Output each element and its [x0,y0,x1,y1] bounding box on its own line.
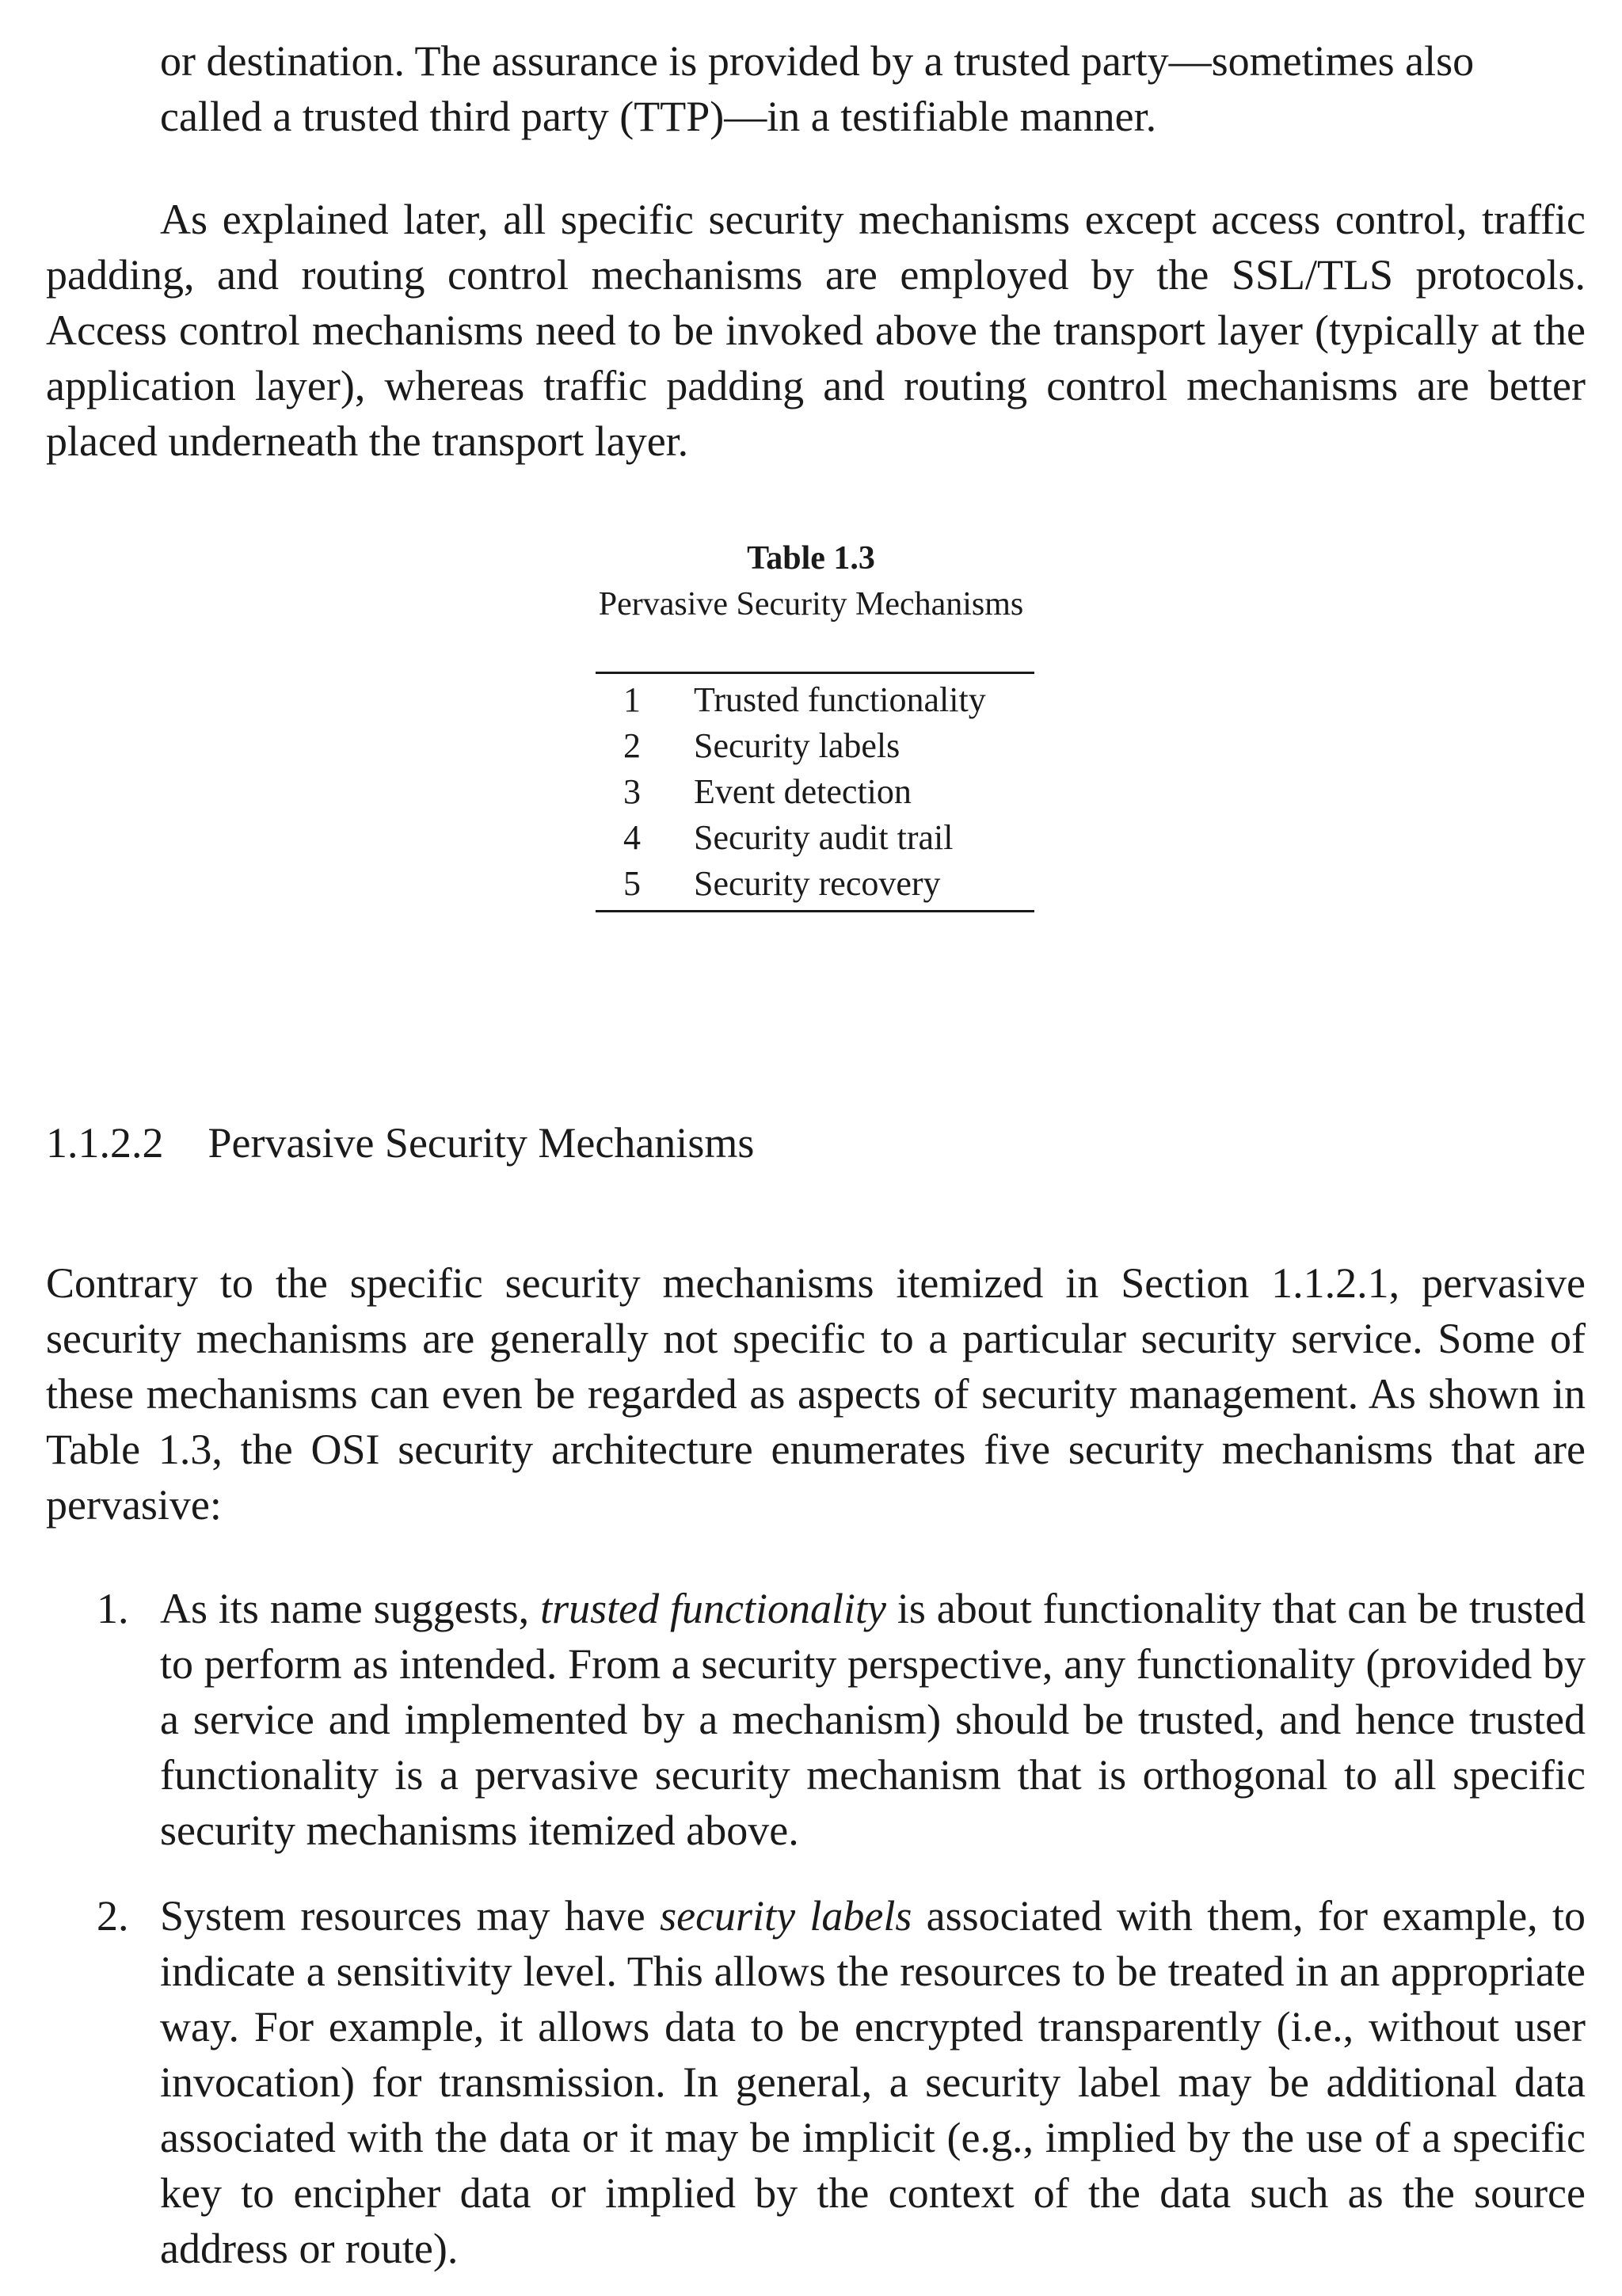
list-item-text [160,1581,1586,1858]
table-row-label: Security labels [694,726,900,765]
list-item-text-lead: System resources may have [160,1892,661,1940]
list-item-emphasis: security labels [660,1892,912,1940]
table-row [596,815,1034,861]
paragraph-contrary: Contrary to the specific security mechanisms itemized in Section 1.1.2.1, pervasive security mechanisms are generally not specific to a particular security service. Some of these mechanisms can even be regarded as aspects of security management. As shown in Table 1.3, the OSI security architecture enumerates five security mechanisms that are pervasive: [46,1259,1586,1529]
table-row-number: 5 [623,864,641,903]
table-label: Table 1.3 [747,540,875,577]
table-row-number: 4 [623,818,641,857]
table-row [596,769,1034,815]
list-marker: 1. [97,1585,129,1632]
paragraph-explained: As explained later, all specific security mechanisms except access control, traffic padding, and routing control mechanisms are employed by the SSL/TLS protocols. Access control mechanisms need to be invoked above the transport layer (typically at the application layer), whereas traffic padding and routing control mechanisms are better placed underneath the transport layer. [46,196,1586,465]
list-item-text-rest: associated with them, for example, to indicate a sensitivity level. This allows the resources to be treated in an appropriate way. For example, it allows data to be encrypted transparently (i.e., without user invocation) for transmission. In general, a security label may be additional data associated with the data or it may be implicit (e.g., implied by the use of a specific key to encipher data or implied by the context of the data such as the source address or route). [160,1892,1586,2272]
table-row-number: 2 [623,726,641,765]
table-row-number: 1 [623,680,641,719]
table-row [596,861,1034,907]
section-number: 1.1.2.2 [46,1119,164,1167]
list-item-emphasis: trusted functionality [540,1585,886,1632]
list-marker: 2. [97,1892,129,1940]
mechanisms-table [596,672,1034,912]
table-row [596,723,1034,769]
table-row-label: Event detection [694,772,912,811]
table-row-number: 3 [623,772,641,811]
section-title: Pervasive Security Mechanisms [208,1119,755,1167]
list-item-text-lead: As its name suggests, [160,1585,541,1632]
list-item [97,1888,1586,2276]
table-row-label: Trusted functionality [694,680,986,719]
table-title: Pervasive Security Mechanisms [598,586,1024,623]
section-heading [46,1115,754,1171]
list-item-text [160,1888,1586,2276]
table-row [596,677,1034,723]
table-row-label: Security audit trail [694,818,954,857]
list-item [97,1581,1586,1858]
paragraph-continued: or destination. The assurance is provided by a trusted party—sometimes also called a trusted third party (TTP)—in a testifiable manner. [160,37,1475,140]
list-item-text-rest: is about functionality that can be trusted to perform as intended. From a security perspective, any functionality (provided by a service and implemented by a mechanism) should be trusted, and hence trusted functionality is a pervasive security mechanism that is orthogonal to all specific security mechanisms itemized above. [160,1585,1586,1854]
table-row-label: Security recovery [694,864,941,903]
